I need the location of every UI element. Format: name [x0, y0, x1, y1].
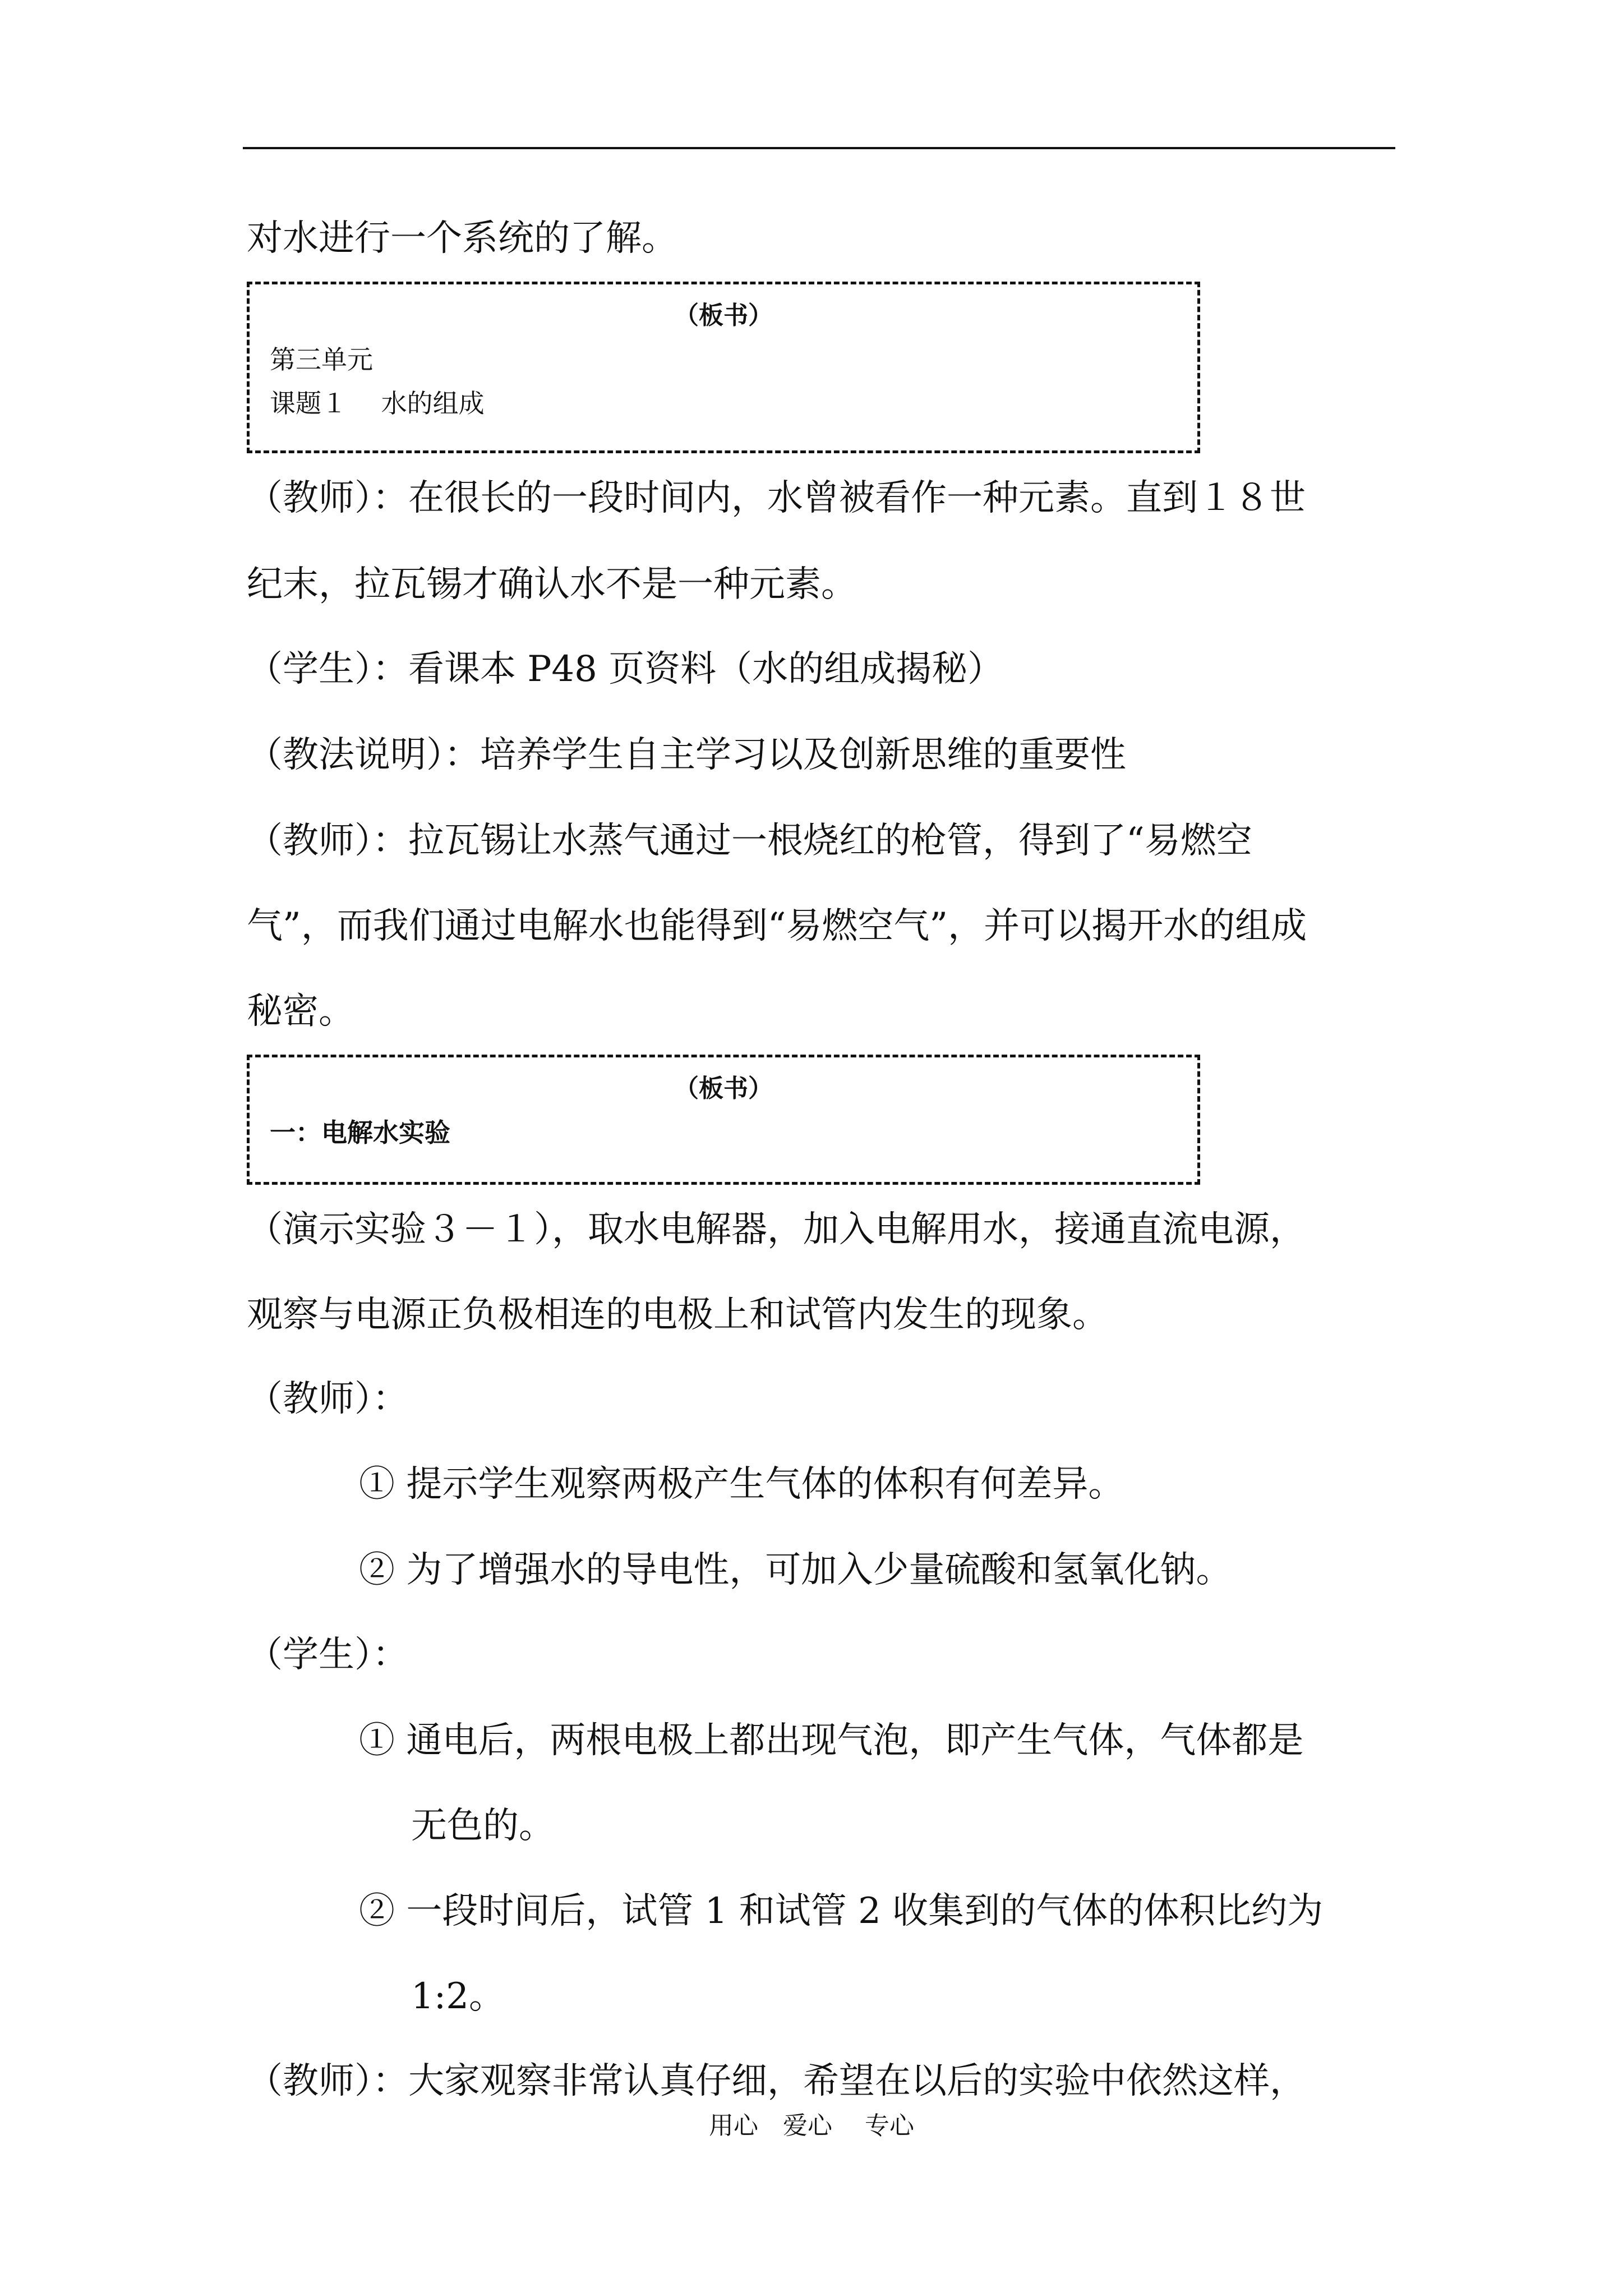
- paragraph-line: 气”，而我们通过电解水也能得到“易燃空气”，并可以揭开水的组成: [247, 905, 1307, 947]
- paragraph-line: 纪末，拉瓦锡才确认水不是一种元素。: [247, 564, 857, 605]
- list-item: ② 为了增强水的导电性，可加入少量硫酸和氢氧化钠。: [359, 1549, 1232, 1591]
- paragraph-line: （教法说明）：培养学生自主学习以及创新思维的重要性: [247, 734, 1126, 776]
- paragraph-line: 秘密。: [247, 991, 354, 1032]
- paragraph-line: （学生）：看课本 P48 页资料（水的组成揭秘）: [247, 648, 1004, 690]
- paragraph-line: （教师）：拉瓦锡让水蒸气通过一根烧红的枪管，得到了“易燃空: [247, 820, 1252, 862]
- blackboard-box-2: [247, 1055, 1200, 1185]
- paragraph-line: 观察与电源正负极相连的电极上和试管内发生的现象。: [247, 1294, 1108, 1336]
- header-rule: [243, 147, 1395, 149]
- paragraph-line: （学生）：: [247, 1634, 408, 1676]
- paragraph-line: （教师）：大家观察非常认真仔细，希望在以后的实验中依然这样，: [247, 2060, 1306, 2102]
- board-heading: 一：电解水实验: [270, 1117, 450, 1148]
- list-item: ② 一段时间后，试管 1 和试管 2 收集到的气体的体积比约为: [359, 1890, 1324, 1932]
- page-footer: 用心 爱心 专心: [709, 2111, 914, 2140]
- board-title: （板书）: [674, 1074, 773, 1103]
- list-item-continuation: 无色的。: [411, 1805, 555, 1847]
- board-lesson: 课题１ 水的组成: [270, 388, 485, 418]
- blackboard-box-1: [247, 282, 1200, 453]
- paragraph-line: （教师）：: [247, 1378, 408, 1420]
- board-title: （板书）: [674, 301, 773, 330]
- list-item: ① 通电后，两根电极上都出现气泡，即产生气体，气体都是: [359, 1720, 1304, 1761]
- board-unit: 第三单元: [270, 344, 373, 375]
- list-item: ① 提示学生观察两极产生气体的体积有何差异。: [359, 1464, 1124, 1505]
- paragraph-line: 对水进行一个系统的了解。: [247, 218, 677, 259]
- paragraph-line: （演示实验３－１），取水电解器，加入电解用水，接通直流电源，: [247, 1209, 1306, 1250]
- paragraph-line: （教师）：在很长的一段时间内，水曾被看作一种元素。直到１８世: [247, 477, 1306, 519]
- list-item-continuation: 1:2。: [411, 1976, 505, 2017]
